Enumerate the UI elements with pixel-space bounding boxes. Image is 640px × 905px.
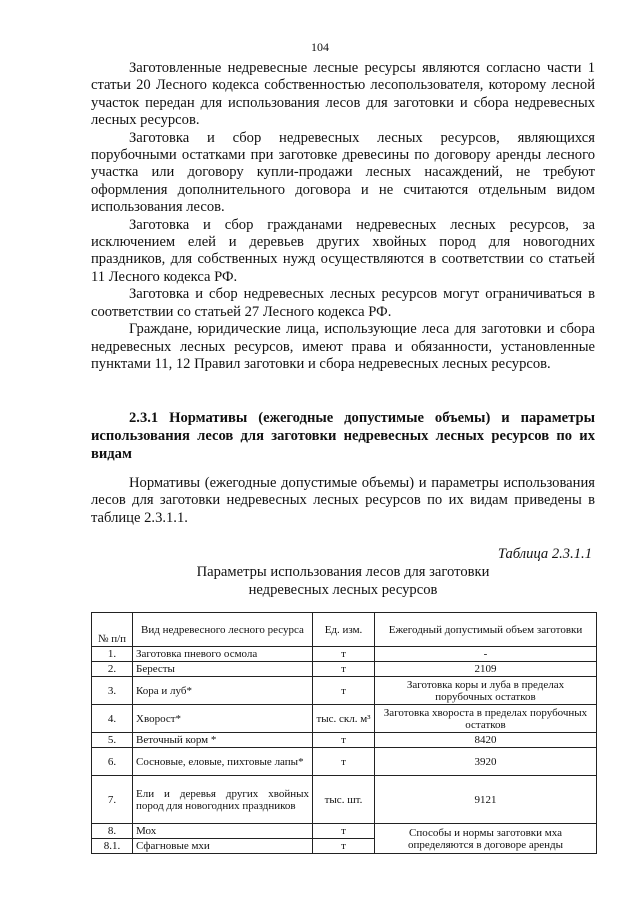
cell-kind: Сфагновые мхи [133,839,313,854]
cell-num: 3. [92,677,133,705]
cell-unit: т [313,824,375,839]
cell-kind: Кора и луб* [133,677,313,705]
cell-unit: т [313,647,375,662]
cell-volume: - [375,647,597,662]
cell-num: 6. [92,748,133,776]
cell-num: 8. [92,824,133,839]
cell-unit: тыс. скл. м³ [313,705,375,733]
cell-kind: Заготовка пневого осмола [133,647,313,662]
header-num: № п/п [92,613,133,647]
table-title-line: Параметры использования лесов для заготовки [196,564,490,580]
cell-kind: Хворост* [133,705,313,733]
paragraph: Нормативы (ежегодные допустимые объемы) и параметры использования лесов для заготовки недревесных лесных ресурсов по их видам приведены в таблице 2.3.1.1. [91,475,595,526]
table-title-line: недревесных лесных ресурсов [248,582,438,598]
cell-kind: Бересты [133,662,313,677]
table-row [92,733,597,748]
page-number: 104 [311,40,329,54]
paragraph: Заготовка и сбор гражданами недревесных лесных ресурсов, за исключением елей и деревьев других хвойных пород для новогодних праздников, для собственных нужд осуществляются в соответствии со статьей 11 Лесного кодекса РФ. [91,216,595,285]
table-title [91,563,595,599]
cell-volume: 9121 [375,776,597,824]
parameters-table [91,612,597,854]
cell-num: 5. [92,733,133,748]
cell-num: 4. [92,705,133,733]
cell-volume: Заготовка коры и луба в пределах порубочных остатков [375,677,597,705]
cell-unit: т [313,733,375,748]
cell-kind: Веточный корм * [133,733,313,748]
cell-unit: т [313,662,375,677]
cell-num: 8.1. [92,839,133,854]
cell-volume: 8420 [375,733,597,748]
paragraph: Заготовленные недревесные лесные ресурсы являются согласно части 1 статьи 20 Лесного кодекса собственностью лесопользователя, которому лесной участок передан для использования лесов для заготовки и сбора недревесных лесных ресурсов. [91,60,595,129]
cell-num: 7. [92,776,133,824]
table-row [92,647,597,662]
cell-volume: Заготовка хвороста в пределах порубочных остатков [375,705,597,733]
table-header-row [92,613,597,647]
table-row [92,677,597,705]
cell-kind: Ели и деревья других хвойных пород для новогодних праздников [133,776,313,824]
paragraph: Заготовка и сбор недревесных лесных ресурсов могут ограничиваться в соответствии со статьей 27 Лесного кодекса РФ. [91,286,595,320]
table-row [92,662,597,677]
header-volume: Ежегодный допустимый объем заготовки [375,613,597,647]
section-body [91,475,595,527]
header-unit: Ед. изм. [313,613,375,647]
cell-volume-moss: Способы и нормы заготовки мха определяются в договоре аренды [375,824,597,854]
table-label: Таблица 2.3.1.1 [497,546,592,562]
cell-volume: 3920 [375,748,597,776]
paragraph: Заготовка и сбор недревесных лесных ресурсов, являющихся порубочными остатками при заготовке древесины по договору аренды лесного участка или договору купли-продажи лесных насаждений, не требуют оформления дополнительного договора и не считаются отдельным видом использования лесов. [91,129,595,216]
header-kind: Вид недревесного лесного ресурса [133,613,313,647]
cell-volume: 2109 [375,662,597,677]
body-text [91,60,595,373]
cell-num: 1. [92,647,133,662]
table-row [92,748,597,776]
cell-kind: Мох [133,824,313,839]
cell-unit: т [313,839,375,854]
table-row [92,705,597,733]
cell-kind: Сосновые, еловые, пихтовые лапы* [133,748,313,776]
cell-unit: т [313,748,375,776]
cell-unit: тыс. шт. [313,776,375,824]
cell-num: 2. [92,662,133,677]
paragraph: Граждане, юридические лица, использующие леса для заготовки и сбора недревесных лесных ресурсов, имеют права и обязанности, установленные пунктами 11, 12 Правил заготовки и сбора недревесных лесных ресурсов. [91,321,595,372]
cell-unit: т [313,677,375,705]
table-row [92,776,597,824]
section-heading: 2.3.1 Нормативы (ежегодные допустимые объемы) и параметры использования лесов для заготовки недревесных лесных ресурсов по их видам [91,410,595,462]
table-row [92,824,597,839]
